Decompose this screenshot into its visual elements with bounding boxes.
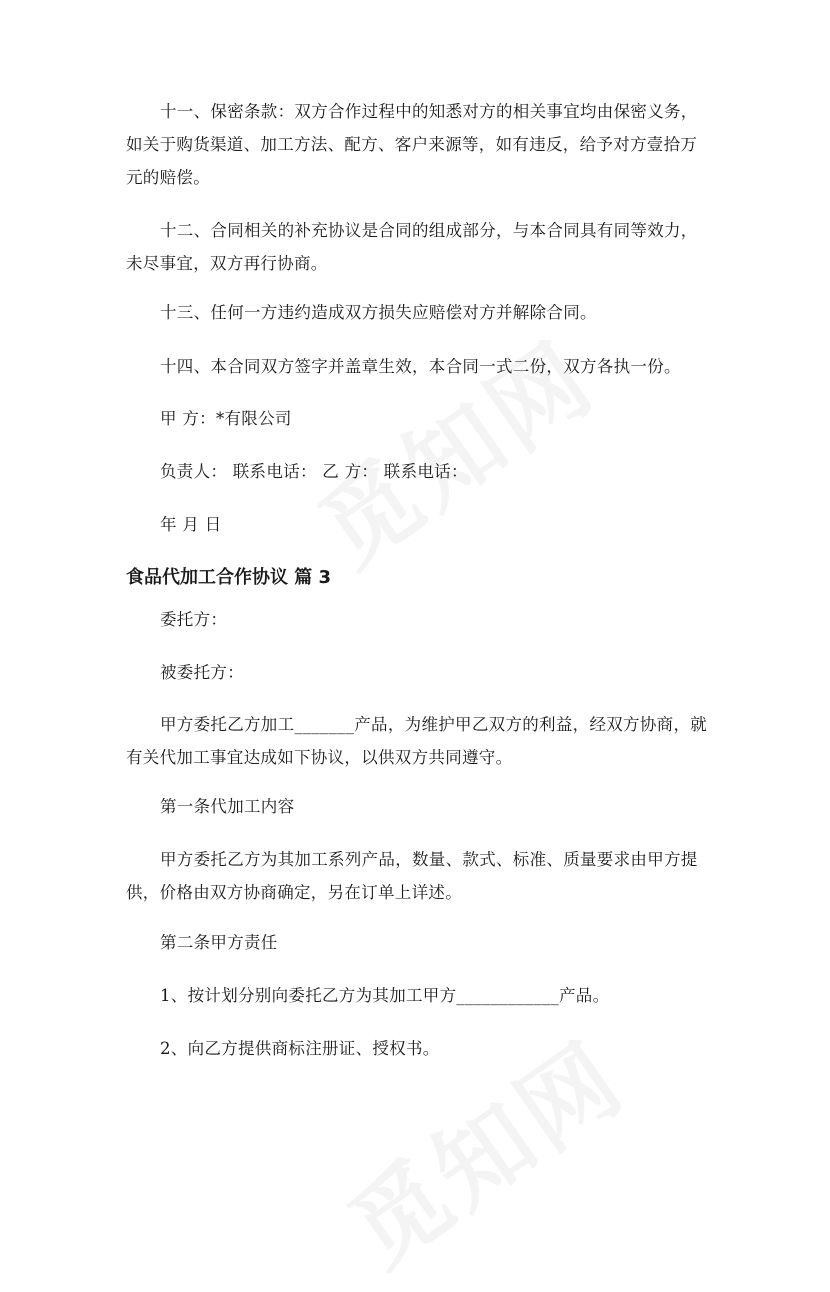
article-2-heading: 第二条甲方责任	[160, 933, 278, 952]
client-line: 委托方：	[160, 610, 228, 629]
clause-11-paragraph: 十一、保密条款：双方合作过程中的知悉对方的相关事宜均由保密义务，如关于购货渠道、加工方法、配方、客户来源等，如有违反，给予对方壹拾万元的赔偿。	[126, 102, 698, 187]
intro-paragraph: 甲方委托乙方加工_______产品，为维护甲乙双方的利益，经双方协商，就有关代加工事宜达成如下协议，以供双方共同遵守。	[126, 715, 708, 767]
date-line: 年 月 日	[160, 515, 222, 534]
contractor-line: 被委托方：	[160, 663, 244, 682]
signatory-contact-line: 负责人： 联系电话： 乙 方： 联系电话：	[160, 462, 468, 481]
article-1-heading: 第一条代加工内容	[160, 797, 295, 816]
article-2-item-2: 2、向乙方提供商标注册证、授权书。	[160, 1039, 440, 1058]
watermark	[288, 305, 617, 593]
clause-12-paragraph: 十二、合同相关的补充协议是合同的组成部分，与本合同具有同等效力，未尽事宜，双方再行协商。	[126, 221, 698, 273]
clause-13-paragraph: 十三、任何一方违约造成双方损失应赔偿对方并解除合同。	[160, 303, 597, 322]
article-2-item-1: 1、按计划分别向委托乙方为其加工甲方____________产品。	[160, 986, 610, 1005]
party-a-line: 甲 方：*有限公司	[160, 409, 292, 428]
section-title: 食品代加工合作协议 篇 3	[126, 567, 332, 588]
article-1-paragraph: 甲方委托乙方为其加工系列产品，数量、款式、标准、质量要求由甲方提供，价格由双方协商确定，另在订单上详述。	[126, 850, 698, 902]
clause-14-paragraph: 十四、本合同双方签字并盖章生效，本合同一式二份，双方各执一份。	[160, 357, 681, 376]
